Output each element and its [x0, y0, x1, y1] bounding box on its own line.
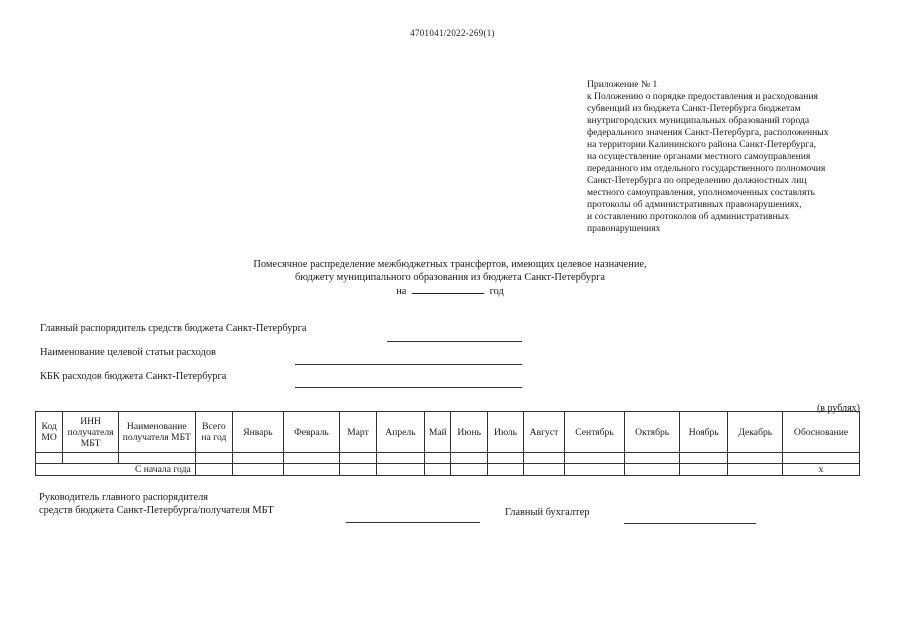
chief-accountant-label: Главный бухгалтер — [505, 507, 590, 518]
appendix-line: к Положению о порядке предоставления и расходования — [587, 91, 818, 102]
appendix-line: внутригородских муниципальных образований города — [587, 115, 810, 126]
table-cell[interactable] — [487, 464, 523, 476]
header-april: Апрель — [376, 412, 425, 453]
appendix-line: на территории Калининского района Санкт-Петербурга, — [587, 139, 816, 150]
header-justification: Обоснование — [783, 412, 860, 453]
table-cell[interactable] — [36, 453, 63, 464]
table-cell[interactable] — [487, 453, 523, 464]
head-signature-label-line-1: Руководитель главного распорядителя — [39, 492, 209, 503]
header-december: Декабрь — [728, 412, 783, 453]
year-blank-field[interactable] — [412, 284, 484, 294]
header-october: Октябрь — [625, 412, 680, 453]
table-cell[interactable] — [233, 453, 284, 464]
table-cell[interactable] — [524, 464, 564, 476]
appendix-line: на осуществление органами местного самоуправления — [587, 151, 811, 162]
appendix-line: и составлению протоколов об административных — [587, 211, 790, 222]
table-cell[interactable] — [425, 464, 451, 476]
table-cell[interactable] — [376, 464, 425, 476]
table-cell[interactable] — [340, 464, 376, 476]
header-september: Сентябрь — [564, 412, 625, 453]
header-may: Май — [425, 412, 451, 453]
header-july: Июль — [487, 412, 523, 453]
appendix-block — [587, 79, 887, 235]
header-inn: ИНН получателя МБТ — [63, 412, 119, 453]
year-prefix: на — [396, 286, 407, 297]
appendix-line: Санкт-Петербурга по определению должностных лиц — [587, 175, 807, 186]
table-cell[interactable] — [63, 453, 119, 464]
target-article-blank-field[interactable] — [295, 364, 522, 365]
table-cell[interactable] — [728, 464, 783, 476]
appendix-line: Приложение № 1 — [587, 79, 658, 90]
header-february: Февраль — [283, 412, 340, 453]
administrator-blank-field[interactable] — [387, 341, 522, 342]
since-year-label: С начала года — [36, 464, 196, 476]
table-cell[interactable] — [233, 464, 284, 476]
heading-line-1: Помесячное распределение межбюджетных трансфертов, имеющих целевое назначение, — [253, 259, 647, 270]
header-recipient-name: Наименование получателя МБТ — [118, 412, 195, 453]
year-suffix: год — [489, 286, 504, 297]
distribution-table — [35, 411, 860, 476]
table-cell[interactable] — [679, 453, 728, 464]
heading-year-line — [160, 284, 740, 299]
units-note: (в рублях) — [816, 403, 860, 414]
document-heading — [160, 259, 740, 299]
table-cell[interactable] — [783, 453, 860, 464]
table-cell[interactable] — [195, 464, 232, 476]
header-mo-code: Код МО — [36, 412, 63, 453]
table-cell[interactable] — [451, 464, 487, 476]
table-cell[interactable] — [564, 464, 625, 476]
target-article-label: Наименование целевой статьи расходов — [40, 347, 216, 358]
header-march: Март — [340, 412, 376, 453]
table-cell[interactable] — [625, 464, 680, 476]
table-header-row — [36, 412, 860, 453]
appendix-line: местного самоуправления, уполномоченных составлять — [587, 187, 815, 198]
chief-accountant-signature-line[interactable] — [624, 523, 756, 524]
table-cell[interactable] — [118, 453, 195, 464]
header-november: Ноябрь — [679, 412, 728, 453]
document-number: 4701041/2022-269(1) — [410, 28, 495, 38]
table-cell[interactable] — [283, 464, 340, 476]
header-year-total: Всего на год — [195, 412, 232, 453]
table-cell[interactable] — [564, 453, 625, 464]
table-cell[interactable] — [625, 453, 680, 464]
table-cell[interactable] — [376, 453, 425, 464]
administrator-label: Главный распорядитель средств бюджета Санкт-Петербурга — [40, 323, 307, 334]
table-cell[interactable] — [425, 453, 451, 464]
table-cell[interactable] — [679, 464, 728, 476]
table-cell[interactable] — [283, 453, 340, 464]
table-cell[interactable] — [451, 453, 487, 464]
kbk-blank-field[interactable] — [295, 387, 522, 388]
table-cell[interactable] — [340, 453, 376, 464]
header-june: Июнь — [451, 412, 487, 453]
table-row — [36, 453, 860, 464]
heading-line-2: бюджету муниципального образования из бюджета Санкт-Петербурга — [294, 271, 606, 283]
appendix-line: субвенций из бюджета Санкт-Петербурга бюджетам — [587, 103, 801, 114]
head-signature-label-line-2: средств бюджета Санкт-Петербурга/получателя МБТ — [39, 505, 274, 516]
appendix-line: федерального значения Санкт-Петербурга, расположенных — [587, 127, 829, 138]
since-year-row — [36, 464, 860, 476]
header-august: Август — [524, 412, 564, 453]
appendix-line: переданного им отдельного государственного полномочия — [587, 163, 826, 174]
head-signature-line[interactable] — [346, 522, 480, 523]
table-cell[interactable] — [524, 453, 564, 464]
justification-mark: x — [783, 464, 860, 476]
appendix-line: правонарушениях — [587, 223, 661, 234]
kbk-label: КБК расходов бюджета Санкт-Петербурга — [40, 371, 227, 382]
table-cell[interactable] — [728, 453, 783, 464]
table-cell[interactable] — [195, 453, 232, 464]
header-january: Январь — [233, 412, 284, 453]
appendix-line: протоколы об административных правонарушениях, — [587, 199, 802, 210]
